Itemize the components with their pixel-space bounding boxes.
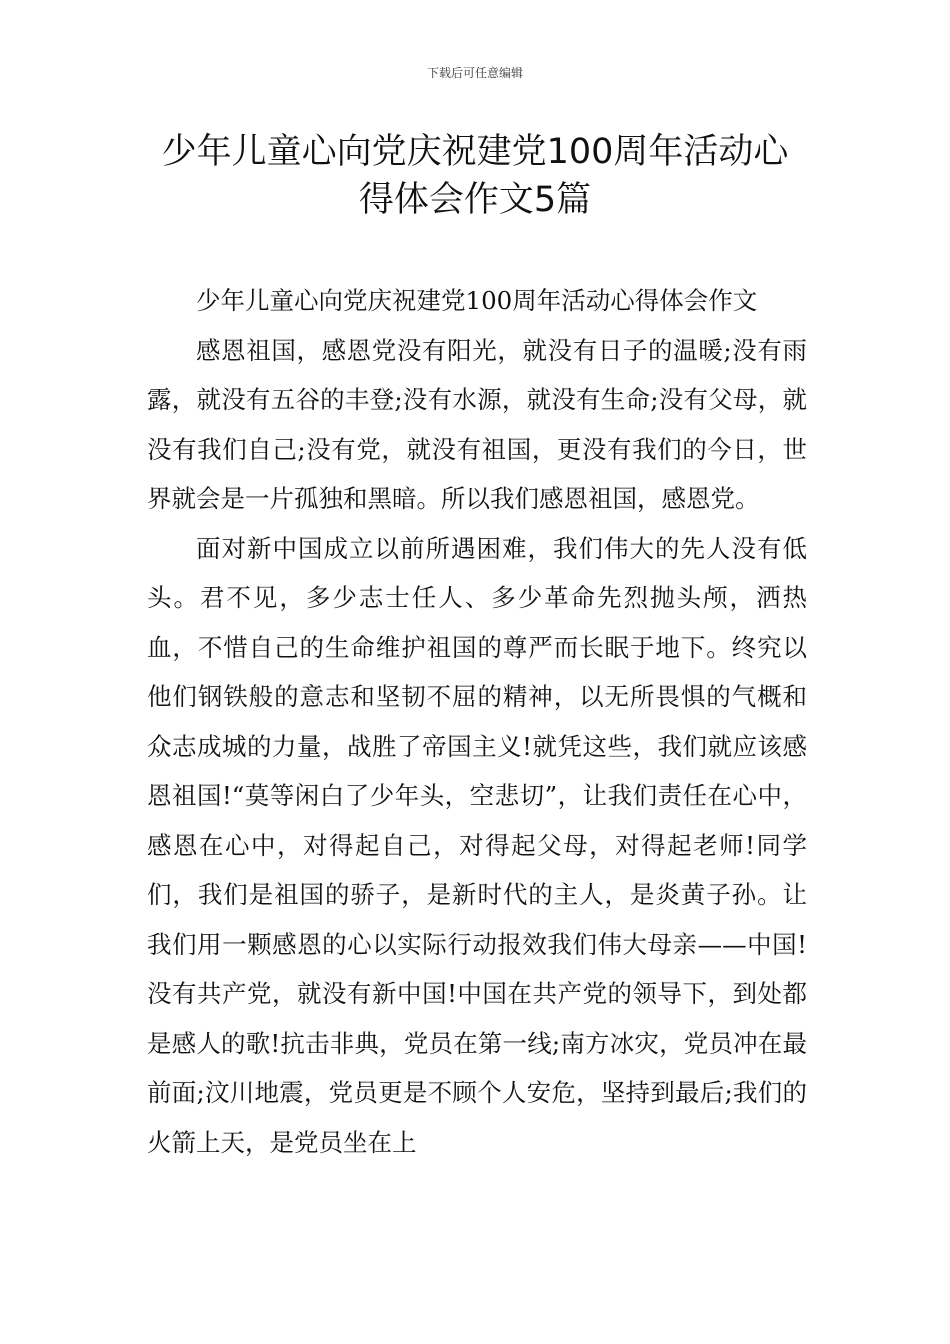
document-title-line-1: 少年儿童心向党庆祝建党100周年活动心 <box>161 132 789 172</box>
body-paragraph: 面对新中国成立以前所遇困难，我们伟大的先人没有低头。君不见，多少志士任人、多少革命先烈抛头颅，洒热血，不惜自己的生命维护祖国的尊严而长眠于地下。终究以他们钢铁般的意志和坚韧不屈的精神，以无所畏惧的气概和众志成城的力量，战胜了帝国主义!就凭这些，我们就应该感恩祖国!“莫等闲白了少年头，空悲切”，让我们责任在心中，感恩在心中，对得起自己，对得起父母，对得起老师!同学们，我们是祖国的骄子，是新时代的主人，是炎黄子孙。让我们用一颗感恩的心以实际行动报效我们伟大母亲——中国!没有共产党，就没有新中国!中国在共产党的领导下，到处都是感人的歌!抗击非典，党员在第一线;南方冰灾，党员冲在最前面;汶川地震，党员更是不顾个人安危，坚持到最后;我们的火箭上天，是党员坐在上 <box>147 533 807 1157</box>
document-body <box>147 276 807 1167</box>
header-note: 下载后可任意编辑 <box>426 66 523 80</box>
document-title-line-2: 得体会作文5篇 <box>358 180 592 220</box>
subtitle-paragraph: 少年儿童心向党庆祝建党100周年活动心得体会作文 <box>196 286 758 315</box>
document-title <box>120 128 830 224</box>
body-paragraph: 感恩祖国，感恩党没有阳光，就没有日子的温暖;没有雨露，就没有五谷的丰登;没有水源，就没有生命;没有父母，就没有我们自己;没有党，就没有祖国，更没有我们的今日，世界就会是一片孤独和黑暗。所以我们感恩祖国，感恩党。 <box>147 335 807 513</box>
